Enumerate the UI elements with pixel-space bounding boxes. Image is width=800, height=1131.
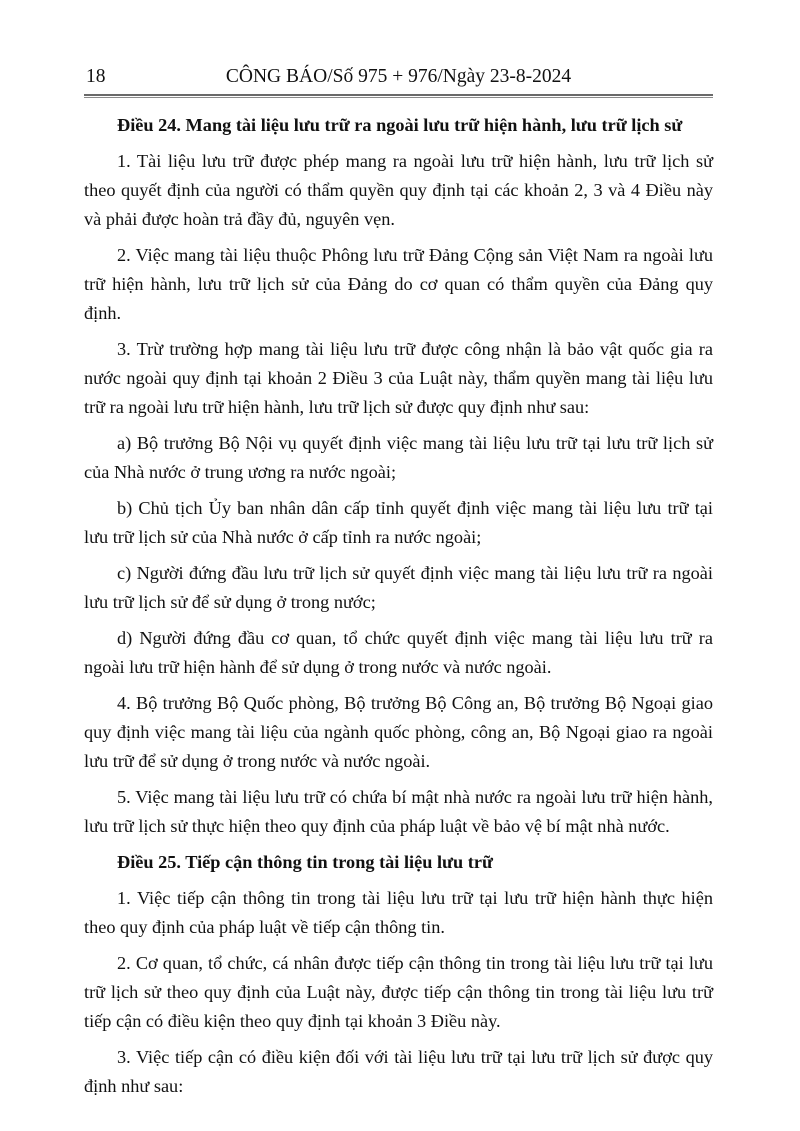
sub-paragraph: d) Người đứng đầu cơ quan, tổ chức quyết định việc mang tài liệu lưu trữ ra ngoài lưu trữ hiện hành để sử dụng ở trong nước và nước ngoài. [84, 628, 713, 677]
paragraph: 4. Bộ trưởng Bộ Quốc phòng, Bộ trưởng Bộ Công an, Bộ trưởng Bộ Ngoại giao quy định việc mang tài liệu của ngành quốc phòng, công an, Bộ Ngoại giao ra ngoài lưu trữ để sử dụng ở trong nước và nước ngoài. [84, 693, 713, 771]
gazette-title: CÔNG BÁO/Số 975 + 976/Ngày 23-8-2024 [225, 66, 572, 87]
paragraph: 1. Tài liệu lưu trữ được phép mang ra ngoài lưu trữ hiện hành, lưu trữ lịch sử theo quyết định của người có thẩm quyền quy định tại các khoản 2, 3 và 4 Điều này và phải được hoàn trả đầy đủ, nguyên vẹn. [84, 151, 713, 229]
page-number: 18 [86, 66, 106, 87]
paragraph: 2. Việc mang tài liệu thuộc Phông lưu trữ Đảng Cộng sản Việt Nam ra ngoài lưu trữ hiện hành, lưu trữ lịch sử của Đảng do cơ quan có thẩm quyền của Đảng quy định. [84, 245, 713, 323]
sub-paragraph: a) Bộ trưởng Bộ Nội vụ quyết định việc mang tài liệu lưu trữ tại lưu trữ lịch sử của Nhà nước ở trung ương ra nước ngoài; [84, 433, 713, 482]
paragraph: 3. Trừ trường hợp mang tài liệu lưu trữ được công nhận là bảo vật quốc gia ra nước ngoài quy định tại khoản 2 Điều 3 của Luật này, thẩm quyền mang tài liệu lưu trữ ra ngoài lưu trữ hiện hành, lưu trữ lịch sử được quy định như sau: [84, 339, 713, 417]
paragraph: 5. Việc mang tài liệu lưu trữ có chứa bí mật nhà nước ra ngoài lưu trữ hiện hành, lưu trữ lịch sử thực hiện theo quy định của pháp luật về bảo vệ bí mật nhà nước. [84, 787, 713, 836]
page-header [84, 62, 713, 92]
paragraph: 3. Việc tiếp cận có điều kiện đối với tài liệu lưu trữ tại lưu trữ lịch sử được quy định như sau: [84, 1047, 713, 1096]
article-heading: Điều 24. Mang tài liệu lưu trữ ra ngoài lưu trữ hiện hành, lưu trữ lịch sử [117, 115, 683, 135]
header-divider [84, 94, 713, 98]
paragraph: 2. Cơ quan, tổ chức, cá nhân được tiếp cận thông tin trong tài liệu lưu trữ tại lưu trữ lịch sử theo quy định của Luật này, được tiếp cận thông tin trong tài liệu lưu trữ tiếp cận có điều kiện theo quy định tại khoản 3 Điều này. [84, 953, 713, 1031]
document-body [84, 111, 713, 1101]
document-page [84, 62, 713, 1108]
sub-paragraph: b) Chủ tịch Ủy ban nhân dân cấp tỉnh quyết định việc mang tài liệu lưu trữ tại lưu trữ lịch sử của Nhà nước ở cấp tỉnh ra nước ngoài; [84, 498, 713, 547]
sub-paragraph: c) Người đứng đầu lưu trữ lịch sử quyết định việc mang tài liệu lưu trữ ra ngoài lưu trữ lịch sử để sử dụng ở trong nước; [84, 563, 713, 612]
paragraph: 1. Việc tiếp cận thông tin trong tài liệu lưu trữ tại lưu trữ hiện hành thực hiện theo quy định của pháp luật về tiếp cận thông tin. [84, 888, 713, 937]
article-25 [84, 848, 713, 1101]
article-24 [84, 111, 713, 841]
article-heading: Điều 25. Tiếp cận thông tin trong tài liệu lưu trữ [117, 852, 493, 872]
